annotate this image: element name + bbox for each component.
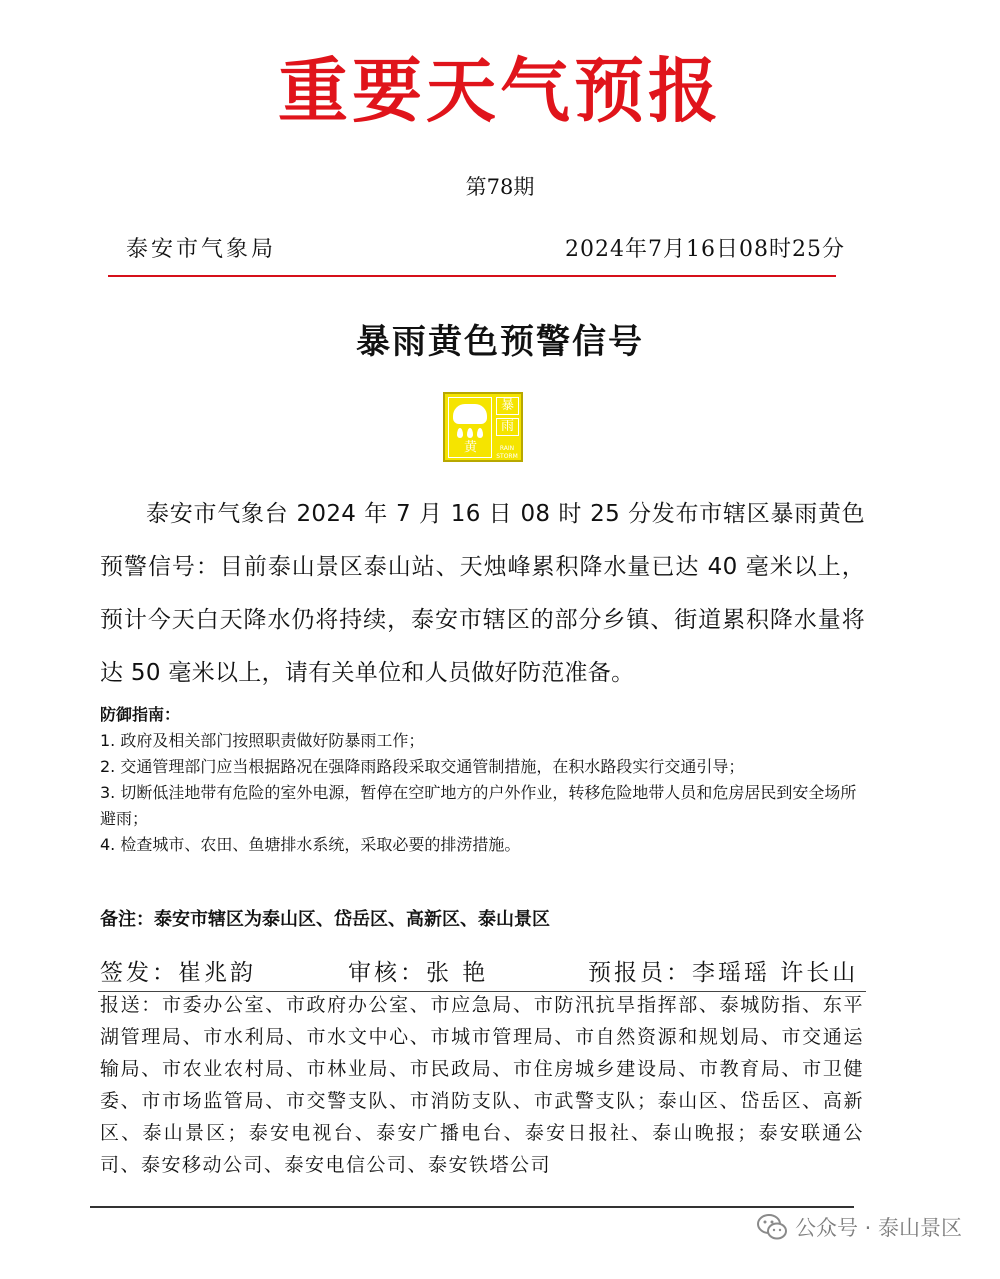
guide-item: 1. 政府及相关部门按照职责做好防暴雨工作； (100, 731, 425, 750)
guide-title: 防御指南： (100, 705, 181, 724)
footer-divider (90, 1206, 854, 1208)
warning-icon-label-bao: 暴 (500, 398, 514, 413)
defense-guide (100, 702, 870, 858)
wechat-icon (757, 1213, 787, 1241)
issue-datetime: 2024年7月16日08时25分 (565, 237, 845, 262)
cloud-icon (453, 404, 487, 424)
masthead-title: 重要天气预报 (278, 49, 722, 132)
header-divider (108, 275, 836, 277)
warning-icon-label-yellow: 黄 (463, 440, 477, 455)
jurisdiction-note: 备注：泰安市辖区为泰山区、岱岳区、高新区、泰山景区 (100, 909, 550, 930)
raindrop-icon (457, 428, 463, 438)
signal-title: 暴雨黄色预警信号 (356, 322, 644, 362)
issuer-name: 泰安市气象局 (126, 237, 277, 262)
guide-item: 4. 检查城市、农田、鱼塘排水系统，采取必要的排涝措施。 (100, 835, 521, 854)
distribution-list: 报送：市委办公室、市政府办公室、市应急局、市防汛抗旱指挥部、泰城防指、东平湖管理局、市水利局、市水文中心、市城市管理局、市自然资源和规划局、市交通运输局、市农业农村局、市林业局、市民政局、市住房城乡建设局、市教育局、市卫健委、市市场监管局、市交警支队、市消防支队、市武警支队；泰山区、岱岳区、高新区、泰山景区；泰安电视台、泰安广播电台、泰安日报社、泰山晚报；泰安联通公司、泰安移动公司、泰安电信公司、泰安铁塔公司 (100, 994, 864, 1176)
guide-item: 2. 交通管理部门应当根据路况在强降雨路段采取交通管制措施，在积水路段实行交通引导； (100, 757, 745, 776)
forecasters: 预报员：李瑶瑶 许长山 (588, 960, 859, 986)
signers-row (100, 956, 862, 990)
watermark-text: 公众号 · 泰山景区 (794, 1216, 962, 1240)
issued-by: 签发：崔兆韵 (100, 960, 256, 986)
raindrop-icon (467, 428, 473, 438)
guide-item: 3. 切断低洼地带有危险的室外电源，暂停在空旷地方的户外作业，转移危险地带人员和危房居民到安全场所避雨； (100, 783, 857, 828)
raindrop-icon (477, 428, 483, 438)
reviewed-by: 审核：张 艳 (348, 960, 489, 986)
wechat-watermark (757, 1210, 962, 1244)
issue-number: 第78期 (465, 175, 535, 199)
rainstorm-yellow-warning-icon (443, 392, 523, 462)
warning-icon-label-yu: 雨 (500, 419, 514, 434)
warning-icon-subtext: RAIN STORM (496, 445, 518, 460)
bulletin-body: 泰安市气象台 2024 年 7 月 16 日 08 时 25 分发布市辖区暴雨黄色预警信号：目前泰山景区泰山站、天烛峰累积降水量已达 40 毫米以上，预计今天白天降水仍将持续，泰安市辖区的部分乡镇、街道累积降水量将达 50 毫米以上，请有关单位和人员做好防范准备。 (100, 501, 865, 686)
